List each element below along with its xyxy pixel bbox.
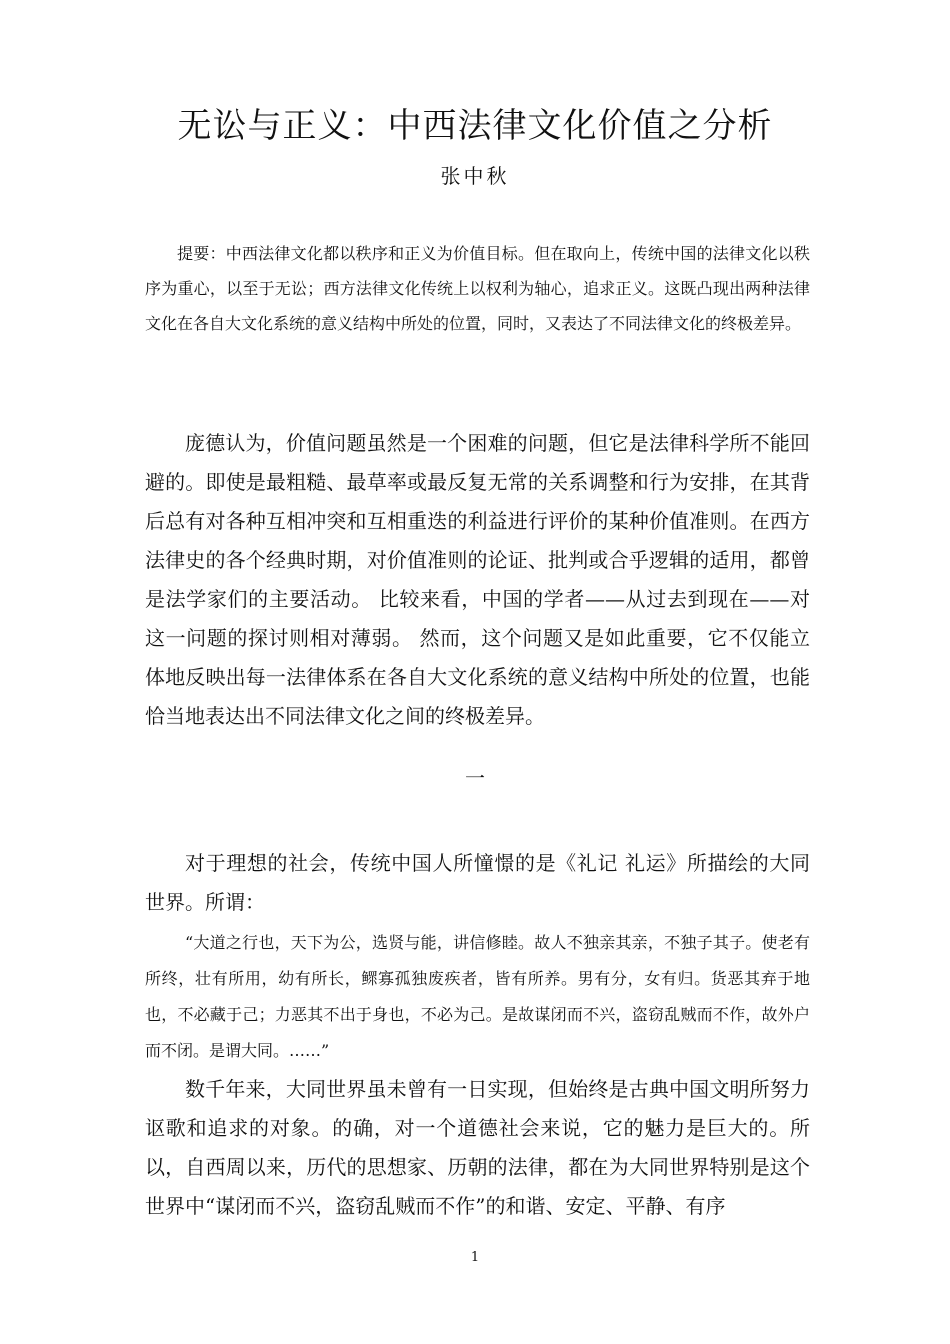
paper-title: 无讼与正义：中西法律文化价值之分析	[177, 106, 773, 146]
block-quote: “大道之行也，天下为公，选贤与能，讲信修睦。故人不独亲其亲，不独子其子。使老有所终，壮有所用，幼有所长，鳏寡孤独废疾者，皆有所养。男有分，女有归。货恶其弃于地也，不必藏于己；力恶其不出于身也，不必为己。是故谋闭而不兴，盗窃乱贼而不作，故外户而不闭。是谓大同。……”	[145, 933, 810, 1060]
section-heading: 一	[465, 766, 485, 790]
body-paragraph: 对于理想的社会，传统中国人所憧憬的是《礼记 礼运》所描绘的大同世界。所谓：	[145, 851, 810, 914]
body-paragraph: 庞德认为，价值问题虽然是一个困难的问题，但它是法律科学所不能回避的。即使是最粗糙、最草率或最反复无常的关系调整和行为安排，在其背后总有对各种互相冲突和互相重迭的利益进行评价的某种价值准则。在西方法律史的各个经典时期，对价值准则的论证、批判或合乎逻辑的适用，都曾是法学家们的主要活动。 比较来看，中国的学者——从过去到现在——对这一问题的探讨则相对薄弱。 然而，这个问题又是如此重要，它不仅能立体地反映出每一法律体系在各自大文化系统的意义结构中所处的位置，也能恰当地表达出不同法律文化之间的终极差异。	[145, 431, 810, 728]
author-name: 张中秋	[440, 164, 510, 188]
abstract: 提要：中西法律文化都以秩序和正义为价值目标。但在取向上，传统中国的法律文化以秩序为重心，以至于无讼；西方法律文化传统上以权利为轴心，追求正义。这既凸现出两种法律文化在各自大文化系统的意义结构中所处的位置，同时，又表达了不同法律文化的终极差异。	[145, 244, 810, 333]
body-paragraph: 数千年来，大同世界虽未曾有一日实现，但始终是古典中国文明所努力讴歌和追求的对象。的确，对一个道德社会来说，它的魅力是巨大的。所以，自西周以来，历代的思想家、历朝的法律，都在为大同世界特别是这个世界中“谋闭而不兴，盗窃乱贼而不作”的和谐、安定、平静、有序	[145, 1077, 810, 1218]
page-number: 1	[470, 1250, 480, 1265]
